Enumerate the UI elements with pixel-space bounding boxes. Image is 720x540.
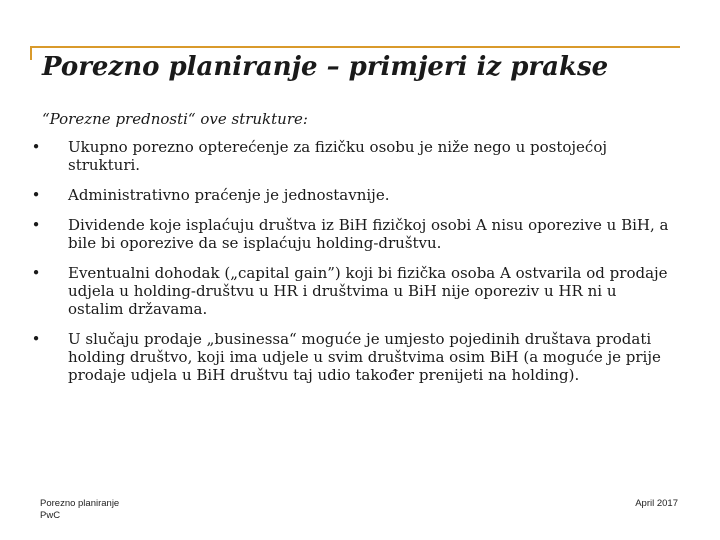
bullet-item — [30, 138, 670, 174]
bullet-marker: • — [31, 264, 41, 282]
bullet-text: Dividende koje isplaćuju društva iz BiH fizičkoj osobi A nisu oporezive u BiH, a bile bi oporezive da se isplaćuju holding-društvu. — [68, 216, 669, 252]
header-accent-line — [30, 46, 680, 48]
bullet-text: Administrativno praćenje je jednostavnije. — [68, 186, 390, 204]
slide-title: Porezno planiranje – primjeri iz prakse — [42, 52, 609, 82]
bullet-text: U slučaju prodaje „businessa“ moguće je umjesto pojedinih društava prodati holding društvo, koji ima udjele u svim društvima osim BiH (a moguće je prije prodaje udjela u BiH društvu taj udio također prenijeti na holding). — [68, 330, 661, 384]
bullet-list — [30, 138, 670, 396]
bullet-marker: • — [31, 216, 41, 234]
bullet-text: Eventualni dohodak („capital gain”) koji bi fizička osoba A ostvarila od prodaje udjela u holding-društvu u HR i društvima u BiH nije oporeziv u HR ni u ostalim državama. — [68, 264, 668, 318]
bullet-item — [30, 186, 670, 204]
bullet-item — [30, 330, 670, 384]
footer-source — [40, 498, 119, 522]
bullet-marker: • — [31, 138, 41, 156]
footer-title: Porezno planiranje — [40, 498, 120, 509]
slide-subtitle: “Porezne prednosti“ ove strukture: — [42, 110, 308, 128]
bullet-item — [30, 216, 670, 252]
header-accent-tick — [30, 46, 32, 60]
bullet-item — [30, 264, 670, 318]
bullet-marker: • — [31, 186, 41, 204]
bullet-text: Ukupno porezno opterećenje za fizičku osobu je niže nego u postojećoj strukturi. — [68, 138, 608, 174]
footer-company: PwC — [40, 510, 61, 521]
bullet-marker: • — [31, 330, 41, 348]
footer-date: April 2017 — [635, 498, 678, 509]
